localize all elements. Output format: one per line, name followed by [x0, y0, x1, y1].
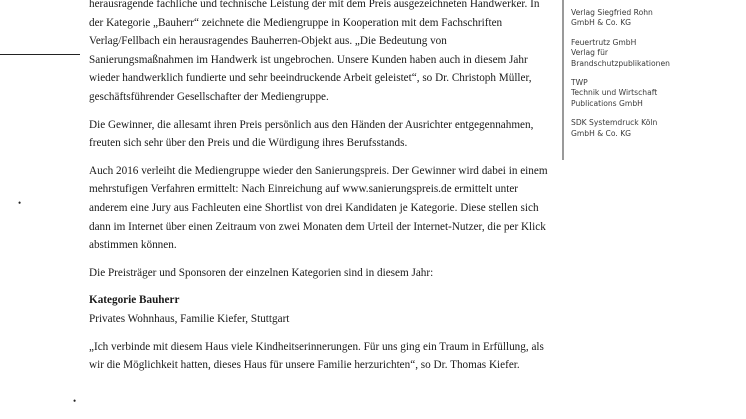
article-paragraph-2: Die Gewinner, die allesamt ihren Preis persönlich aus den Händen der Ausrichter entgegennahmen, freuten sich sehr über den Preis und die Würdigung ihres Berufsstands. — [89, 118, 534, 150]
article-body — [89, 0, 551, 375]
sponsor-sidebar — [571, 8, 741, 148]
article-paragraph-4: Die Preisträger und Sponsoren der einzelnen Kategorien sind in diesem Jahr: — [89, 266, 434, 279]
sponsor-entry: SDK Systemdruck Köln GmbH & Co. KG — [571, 118, 658, 138]
sponsor-entry: Feuertrutz GmbH Verlag für Brandschutzpublikationen — [571, 37, 670, 68]
category-heading: Kategorie Bauherr — [89, 294, 180, 307]
article-paragraph-1: herausragende fachliche und technische Leistung der mit dem Preis ausgezeichneten Handwerker. In der Kategorie „Bauherr“ zeichnete die Mediengruppe in Kooperation mit dem Fachschriften Verlag/Fellbach ein herausragendes Bauherren-Objekt aus. „Die Bedeutung von Sanierungsmaßnahmen im Handwerk ist ungebrochen. Unsere Kunden haben auch in diesem Jahr wieder handwerklich fundierte und sehr beeindruckende Arbeit geleistet“, so Dr. Christoph Müller, geschäftsführender Gesellschafter der Mediengruppe. — [89, 0, 540, 103]
category-winner: Privates Wohnhaus, Familie Kiefer, Stuttgart — [89, 312, 290, 325]
margin-bullet: • — [18, 198, 22, 208]
winner-quote: „Ich verbinde mit diesem Haus viele Kindheitserinnerungen. Für uns ging ein Traum in Erfüllung, als wir die Möglichkeit hatten, dieses Haus für unsere Familie herzurichten“, so Dr. Thomas Kiefer. — [89, 340, 544, 372]
article-paragraph-3: Auch 2016 verleiht die Mediengruppe wieder den Sanierungspreis. Der Gewinner wird dabei in einem mehrstufigen Verfahren ermittelt: Nach Einreichung auf www.sanierungspreis.de ermittelt unter anderem eine Jury aus Fachleuten eine Shortlist von drei Kandidaten je Kategorie. Diese stellen sich dann im Internet über einen Zeitraum von zwei Monaten dem Urteil der Internet-Nutzer, die per Klick abstimmen können. — [89, 164, 548, 252]
sponsor-entry: Verlag Siegfried Rohn GmbH & Co. KG — [571, 8, 653, 28]
margin-divider-line — [0, 54, 80, 55]
margin-bullet: • — [73, 396, 77, 406]
sponsor-entry: TWP Technik und Wirtschaft Publications GmbH — [571, 78, 658, 108]
sidebar-divider — [562, 0, 564, 160]
